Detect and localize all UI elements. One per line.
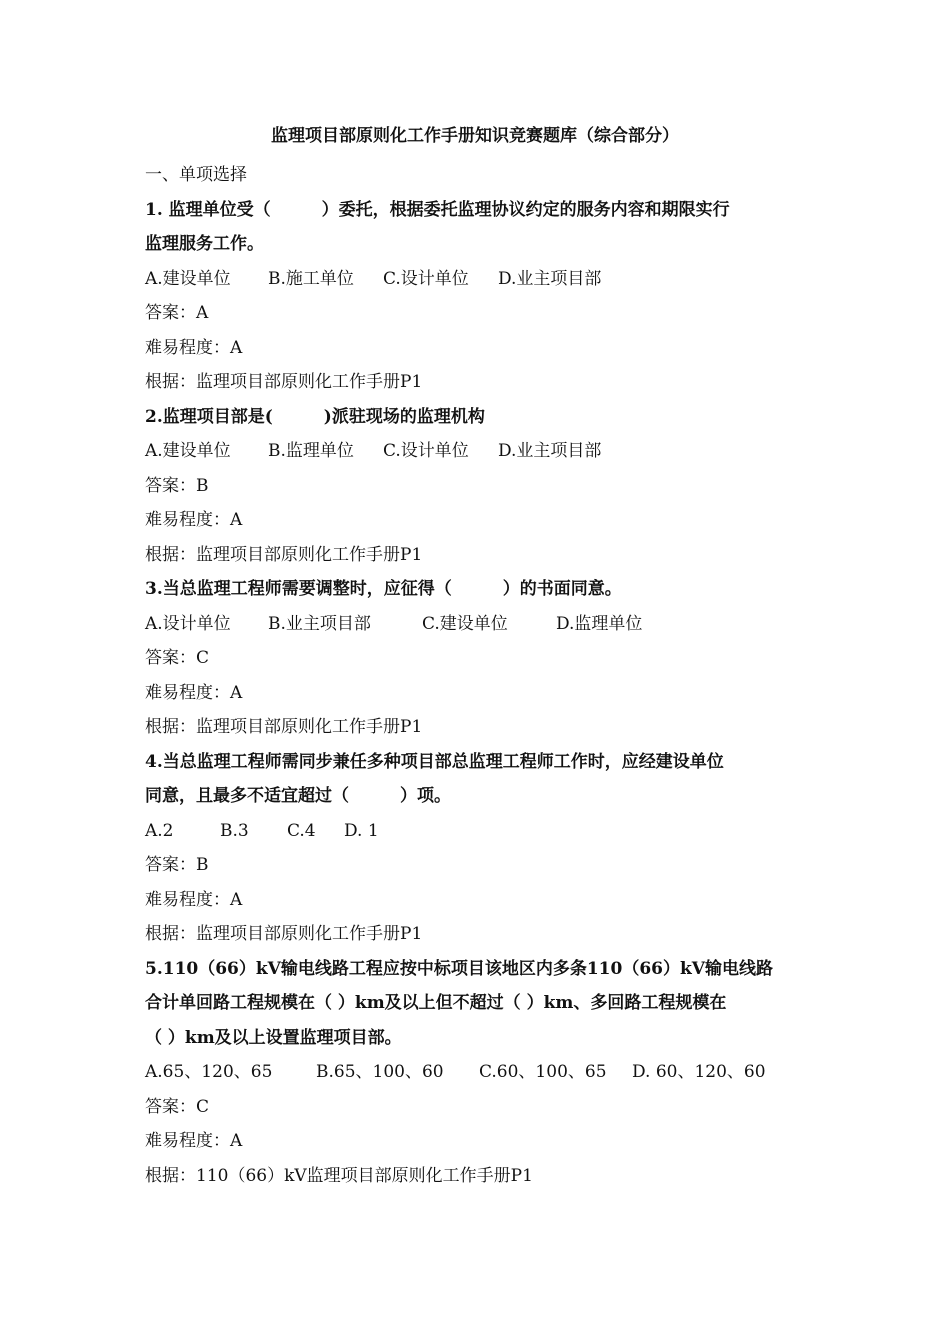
difficulty: 难易程度：A <box>145 510 243 530</box>
option-a: A.2 <box>145 820 174 841</box>
question-stem: 2.监理项目部是( )派驻现场的监理机构 <box>145 406 485 427</box>
question-stem: （ ）km及以上设置监理项目部。 <box>145 1027 402 1048</box>
option-d: D. 1 <box>344 820 379 841</box>
answer: 答案：B <box>145 855 209 875</box>
question-stem: 同意，且最多不适宜超过（ ）项。 <box>145 786 451 806</box>
options-row <box>145 262 815 297</box>
section-heading: 一、单项选择 <box>145 165 247 185</box>
options-row <box>145 814 815 849</box>
basis: 根据：监理项目部原则化工作手册P1 <box>145 372 423 392</box>
question-stem: 3.当总监理工程师需要调整时，应征得（ ）的书面同意。 <box>145 579 622 599</box>
options-row <box>145 607 815 642</box>
option-b: B.施工单位 <box>268 268 354 289</box>
question-3 <box>145 572 815 745</box>
basis: 根据：监理项目部原则化工作手册P1 <box>145 924 423 944</box>
question-4 <box>145 745 815 952</box>
basis: 根据：监理项目部原则化工作手册P1 <box>145 717 423 737</box>
option-d: D.业主项目部 <box>498 441 602 461</box>
option-c: C.设计单位 <box>383 441 469 461</box>
options-row <box>145 1055 815 1090</box>
question-5 <box>145 952 815 1194</box>
option-b: B.监理单位 <box>268 441 354 461</box>
option-a: A.建设单位 <box>145 441 231 461</box>
question-stem: 合计单回路工程规模在（ ）km及以上但不超过（ ）km、多回路工程规模在 <box>145 993 727 1013</box>
basis: 根据：110（66）kV监理项目部原则化工作手册P1 <box>145 1165 533 1186</box>
option-c: C.建设单位 <box>422 613 508 634</box>
question-stem: 4.当总监理工程师需同步兼任多种项目部总监理工程师工作时，应经建设单位 <box>145 751 724 772</box>
basis: 根据：监理项目部原则化工作手册P1 <box>145 544 423 565</box>
option-a: A.建设单位 <box>145 268 231 289</box>
option-b: B.65、100、60 <box>316 1062 444 1082</box>
answer: 答案：C <box>145 648 210 668</box>
answer: 答案：C <box>145 1096 210 1117</box>
question-stem: 1. 监理单位受（ ）委托，根据委托监理协议约定的服务内容和期限实行 <box>145 199 730 220</box>
question-stem: 监理服务工作。 <box>145 234 264 254</box>
option-c: C.4 <box>287 820 316 841</box>
answer: 答案：B <box>145 475 209 496</box>
difficulty: 难易程度：A <box>145 889 243 910</box>
option-d: D. 60、120、60 <box>632 1062 766 1082</box>
option-d: D.监理单位 <box>556 613 643 634</box>
option-b: B.业主项目部 <box>268 613 371 634</box>
difficulty: 难易程度：A <box>145 682 243 703</box>
document-title: 监理项目部原则化工作手册知识竞赛题库（综合部分） <box>271 126 679 146</box>
options-row <box>145 434 815 469</box>
question-2 <box>145 400 815 573</box>
option-a: A.65、120、65 <box>145 1062 273 1082</box>
difficulty: 难易程度：A <box>145 1131 243 1151</box>
option-d: D.业主项目部 <box>498 268 602 289</box>
option-c: C.60、100、65 <box>479 1062 607 1082</box>
option-c: C.设计单位 <box>383 268 469 289</box>
difficulty: 难易程度：A <box>145 337 243 358</box>
document-body <box>145 158 815 1193</box>
option-a: A.设计单位 <box>145 613 231 634</box>
question-1 <box>145 193 815 400</box>
question-stem: 5.110（66）kV输电线路工程应按中标项目该地区内多条110（66）kV输电线路 <box>145 958 773 979</box>
option-b: B.3 <box>220 820 249 841</box>
answer: 答案：A <box>145 303 209 323</box>
